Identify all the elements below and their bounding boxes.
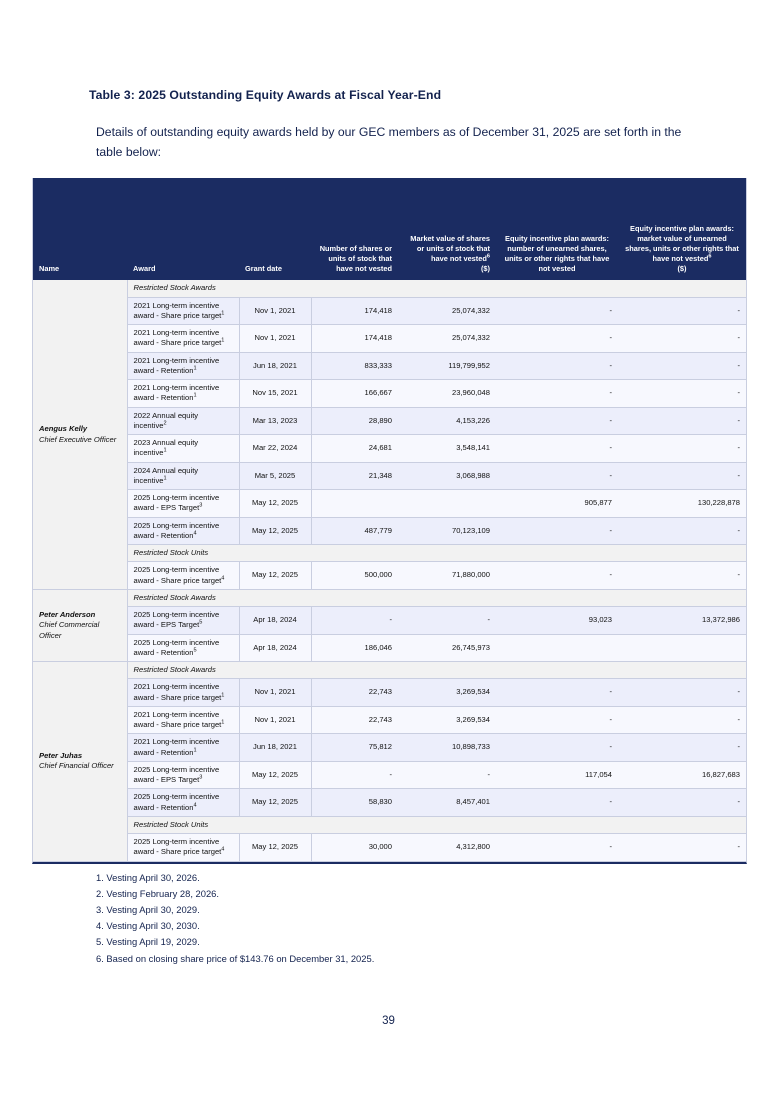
grant-date: Apr 18, 2024 [239, 634, 311, 662]
award-description: 2021 Long-term incentive award - Retention$^1$ [127, 734, 239, 762]
table-row [33, 352, 746, 380]
table-row [33, 407, 746, 435]
table-section-row [33, 589, 746, 606]
executive-name: Peter Anderson [39, 610, 96, 619]
section-label: Restricted Stock Awards [127, 662, 746, 679]
table-row-name-cell [33, 589, 127, 661]
award-footnote-marker: 3 [199, 774, 203, 781]
award-footnote-marker: 1 [193, 392, 197, 399]
column-header-market-value-unit: ($) [480, 264, 490, 274]
table-row [33, 734, 746, 762]
table-row-name-cell [33, 280, 127, 589]
footnote-item: 1. Vesting April 30, 2026. [96, 871, 200, 883]
shares-not-vested: - [311, 607, 398, 635]
eip-unearned-market-value: - [618, 679, 746, 707]
shares-not-vested: 174,418 [311, 297, 398, 325]
award-description: 2021 Long-term incentive award - Share price target$^1$ [127, 325, 239, 353]
shares-not-vested: 21,348 [311, 462, 398, 490]
table-section-row [33, 545, 746, 562]
award-description: 2025 Long-term incentive award - EPS Target$^5$ [127, 607, 239, 635]
market-value-not-vested: 8,457,401 [398, 789, 496, 817]
market-value-not-vested: 3,269,534 [398, 679, 496, 707]
shares-not-vested: 174,418 [311, 325, 398, 353]
eip-unearned-market-value: - [618, 834, 746, 862]
award-description: 2021 Long-term incentive award - Share price target$^1$ [127, 679, 239, 707]
section-label: Restricted Stock Units [127, 816, 746, 833]
eip-unearned-market-value: - [618, 325, 746, 353]
intro-paragraph: Details of outstanding equity awards held by our GEC members as of December 31, 2025 are set forth in the table below: [96, 125, 682, 160]
market-value-not-vested: 4,153,226 [398, 407, 496, 435]
eip-unearned-market-value: - [618, 462, 746, 490]
award-footnote-marker: 1 [221, 719, 225, 726]
shares-not-vested: 166,667 [311, 380, 398, 408]
table-section-row [33, 280, 746, 297]
eip-unearned-number: - [496, 407, 618, 435]
market-value-not-vested: 10,898,733 [398, 734, 496, 762]
award-description: 2025 Long-term incentive award - Share price target$^4$ [127, 834, 239, 862]
column-header-eip-number-text: Equity incentive plan awards: number of unearned shares, units or other rights that have not vested [504, 234, 610, 274]
award-footnote-marker: 3 [199, 502, 203, 509]
grant-date: Nov 1, 2021 [239, 679, 311, 707]
grant-date: Nov 1, 2021 [239, 297, 311, 325]
column-header-grant-date: Grant date [239, 178, 311, 280]
footnote-item: 5. Vesting April 19, 2029. [96, 936, 200, 948]
award-footnote-marker: 1 [163, 475, 167, 482]
table-header [33, 178, 746, 280]
award-footnote-marker: 1 [221, 691, 225, 698]
table-row [33, 380, 746, 408]
table-row-name-cell [33, 662, 127, 862]
shares-not-vested: 24,681 [311, 435, 398, 463]
market-value-not-vested: - [398, 607, 496, 635]
column-header-name: Name [33, 178, 127, 280]
table-row [33, 435, 746, 463]
table-row [33, 325, 746, 353]
table-row [33, 490, 746, 518]
eip-unearned-number: 117,054 [496, 761, 618, 789]
equity-awards-table-wrapper [32, 178, 747, 863]
market-value-not-vested: 119,799,952 [398, 352, 496, 380]
shares-not-vested: 22,743 [311, 679, 398, 707]
market-value-not-vested: 23,960,048 [398, 380, 496, 408]
executive-title: Chief Executive Officer [39, 434, 117, 444]
grant-date: Nov 1, 2021 [239, 325, 311, 353]
award-description: 2025 Long-term incentive award - Retention$^5$ [127, 634, 239, 662]
eip-unearned-market-value [618, 634, 746, 662]
grant-date: Jun 18, 2021 [239, 352, 311, 380]
grant-date: May 12, 2025 [239, 789, 311, 817]
column-header-market-value [398, 178, 496, 280]
eip-unearned-market-value: - [618, 789, 746, 817]
eip-unearned-number: - [496, 679, 618, 707]
column-header-eip-market-value-footnote: 6 [708, 253, 712, 260]
market-value-not-vested: 25,074,332 [398, 325, 496, 353]
shares-not-vested: 487,779 [311, 517, 398, 545]
grant-date: Mar 13, 2023 [239, 407, 311, 435]
eip-unearned-market-value: 16,827,683 [618, 761, 746, 789]
footnote-item: 4. Vesting April 30, 2030. [96, 920, 200, 932]
table-row [33, 562, 746, 590]
market-value-not-vested: 3,548,141 [398, 435, 496, 463]
shares-not-vested: 28,890 [311, 407, 398, 435]
footnote-item: 2. Vesting February 28, 2026. [96, 887, 219, 899]
grant-date: May 12, 2025 [239, 761, 311, 789]
award-footnote-marker: 4 [221, 846, 225, 853]
table-body [33, 280, 746, 861]
column-header-market-value-text: Market value of shares or units of stock that have not vested [410, 234, 490, 264]
award-description: 2021 Long-term incentive award - Share price target$^1$ [127, 706, 239, 734]
grant-date: Mar 5, 2025 [239, 462, 311, 490]
award-footnote-marker: 5 [199, 619, 203, 626]
shares-not-vested: 833,333 [311, 352, 398, 380]
market-value-not-vested: 3,269,534 [398, 706, 496, 734]
eip-unearned-number: - [496, 380, 618, 408]
executive-name: Peter Juhas [39, 751, 83, 760]
award-footnote-marker: 1 [221, 310, 225, 317]
award-footnote-marker: 1 [163, 447, 167, 454]
market-value-not-vested: 71,880,000 [398, 562, 496, 590]
award-footnote-marker: 4 [193, 530, 197, 537]
shares-not-vested: 22,743 [311, 706, 398, 734]
shares-not-vested: 186,046 [311, 634, 398, 662]
shares-not-vested: 30,000 [311, 834, 398, 862]
grant-date: May 12, 2025 [239, 562, 311, 590]
award-description: 2025 Long-term incentive award - EPS Target$^3$ [127, 761, 239, 789]
footnotes-list [96, 870, 745, 966]
award-description: 2025 Long-term incentive award - Retention$^4$ [127, 789, 239, 817]
eip-unearned-market-value: - [618, 435, 746, 463]
column-header-number-of-shares-text: Number of shares or units of stock that have not vested [319, 244, 392, 274]
eip-unearned-market-value: - [618, 706, 746, 734]
award-description: 2024 Annual equity incentive$^1$ [127, 462, 239, 490]
award-description: 2023 Annual equity incentive$^1$ [127, 435, 239, 463]
table-row [33, 679, 746, 707]
eip-unearned-number: - [496, 517, 618, 545]
column-header-eip-number [496, 178, 618, 280]
eip-unearned-market-value: 130,228,878 [618, 490, 746, 518]
shares-not-vested: 75,812 [311, 734, 398, 762]
eip-unearned-market-value: - [618, 562, 746, 590]
eip-unearned-market-value: - [618, 517, 746, 545]
market-value-not-vested: 4,312,800 [398, 834, 496, 862]
eip-unearned-market-value: - [618, 352, 746, 380]
table-row [33, 607, 746, 635]
table-section-row [33, 662, 746, 679]
eip-unearned-market-value: - [618, 734, 746, 762]
page-title: Table 3: 2025 Outstanding Equity Awards at Fiscal Year-End [89, 88, 442, 102]
footnote-item: 6. Based on closing share price of $143.76 on December 31, 2025. [96, 952, 375, 964]
column-header-eip-market-value [618, 178, 746, 280]
footnote-item: 3. Vesting April 30, 2029. [96, 903, 200, 915]
shares-not-vested: 500,000 [311, 562, 398, 590]
eip-unearned-number: - [496, 462, 618, 490]
shares-not-vested [311, 490, 398, 518]
section-label: Restricted Stock Awards [127, 280, 746, 297]
market-value-not-vested: - [398, 761, 496, 789]
table-section-row [33, 816, 746, 833]
table-row [33, 834, 746, 862]
eip-unearned-market-value: - [618, 407, 746, 435]
grant-date: May 12, 2025 [239, 517, 311, 545]
award-footnote-marker: 2 [163, 420, 167, 427]
eip-unearned-number: - [496, 435, 618, 463]
page-number: 39 [382, 1015, 395, 1027]
grant-date: Jun 18, 2021 [239, 734, 311, 762]
eip-unearned-number: 93,023 [496, 607, 618, 635]
table-row [33, 462, 746, 490]
award-description: 2022 Annual equity incentive$^2$ [127, 407, 239, 435]
grant-date: May 12, 2025 [239, 490, 311, 518]
award-description: 2021 Long-term incentive award - Retention$^1$ [127, 352, 239, 380]
grant-date: Nov 1, 2021 [239, 706, 311, 734]
eip-unearned-number: - [496, 352, 618, 380]
market-value-not-vested: 3,068,988 [398, 462, 496, 490]
award-description: 2021 Long-term incentive award - Share price target$^1$ [127, 297, 239, 325]
equity-awards-table [33, 178, 746, 861]
eip-unearned-number: - [496, 562, 618, 590]
executive-title: Chief Financial Officer [39, 761, 114, 771]
grant-date: Apr 18, 2024 [239, 607, 311, 635]
award-footnote-marker: 1 [193, 746, 197, 753]
eip-unearned-number: - [496, 789, 618, 817]
eip-unearned-number: - [496, 325, 618, 353]
award-footnote-marker: 1 [193, 365, 197, 372]
column-header-award: Award [127, 178, 239, 280]
column-header-eip-market-value-text: Equity incentive plan awards: market value of unearned shares, units or other rights that have not vested [625, 224, 739, 264]
executive-name: Aengus Kelly [39, 424, 88, 434]
shares-not-vested: 58,830 [311, 789, 398, 817]
section-label: Restricted Stock Awards [127, 589, 746, 606]
market-value-not-vested: 26,745,973 [398, 634, 496, 662]
eip-unearned-number: 905,877 [496, 490, 618, 518]
market-value-not-vested [398, 490, 496, 518]
grant-date: Nov 15, 2021 [239, 380, 311, 408]
table-row [33, 789, 746, 817]
grant-date: Mar 22, 2024 [239, 435, 311, 463]
column-header-eip-market-value-unit: ($) [677, 264, 687, 274]
award-footnote-marker: 5 [193, 647, 197, 654]
market-value-not-vested: 25,074,332 [398, 297, 496, 325]
eip-unearned-market-value: 13,372,986 [618, 607, 746, 635]
eip-unearned-number: - [496, 834, 618, 862]
eip-unearned-number: - [496, 297, 618, 325]
table-row [33, 761, 746, 789]
eip-unearned-market-value: - [618, 297, 746, 325]
table-row [33, 706, 746, 734]
eip-unearned-number [496, 634, 618, 662]
column-header-market-value-footnote: 6 [486, 253, 490, 260]
executive-title: Chief Commercial Officer [39, 620, 100, 640]
market-value-not-vested: 70,123,109 [398, 517, 496, 545]
shares-not-vested: - [311, 761, 398, 789]
award-footnote-marker: 4 [221, 574, 225, 581]
column-header-number-of-shares [311, 178, 398, 280]
award-description: 2025 Long-term incentive award - EPS Target$^3$ [127, 490, 239, 518]
grant-date: May 12, 2025 [239, 834, 311, 862]
section-label: Restricted Stock Units [127, 545, 746, 562]
award-footnote-marker: 1 [221, 337, 225, 344]
table-row [33, 634, 746, 662]
award-footnote-marker: 4 [193, 801, 197, 808]
award-description: 2025 Long-term incentive award - Share price target$^4$ [127, 562, 239, 590]
award-description: 2025 Long-term incentive award - Retention$^4$ [127, 517, 239, 545]
table-row [33, 297, 746, 325]
eip-unearned-market-value: - [618, 380, 746, 408]
eip-unearned-number: - [496, 734, 618, 762]
table-row [33, 517, 746, 545]
eip-unearned-number: - [496, 706, 618, 734]
award-description: 2021 Long-term incentive award - Retention$^1$ [127, 380, 239, 408]
